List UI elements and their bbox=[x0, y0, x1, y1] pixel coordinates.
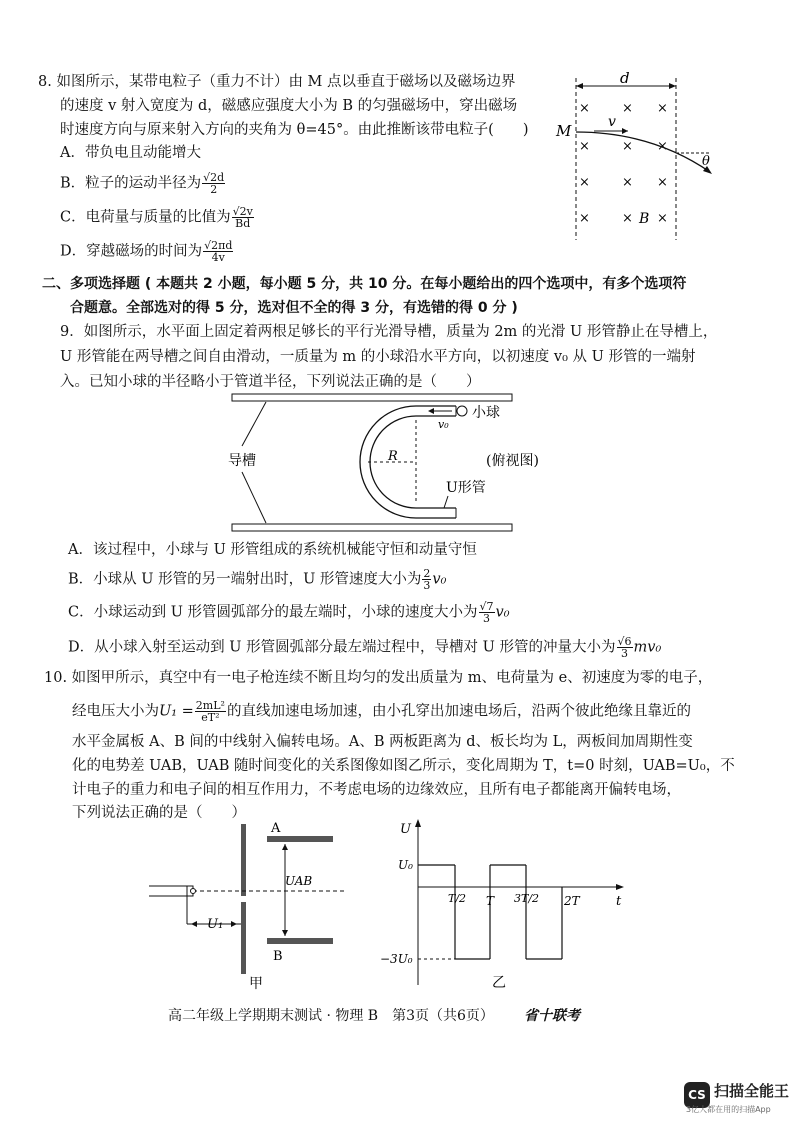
svg-text:×: × bbox=[657, 101, 668, 116]
q8-option-b: B．粒子的运动半径为 $\frac{√2d}{2}$ bbox=[60, 171, 225, 196]
figure-b-caption: 乙 bbox=[492, 975, 506, 991]
q8-magnetic-field-figure bbox=[552, 70, 732, 245]
q9-option-c: C．小球运动到 U 形管圆弧部分的最左端时，小球的速度大小为 $\frac{√7}{3}$ v₀ bbox=[68, 600, 510, 625]
scanner-app-title: 扫描全能王 bbox=[714, 1082, 790, 1100]
scanner-logo-icon: CS bbox=[684, 1082, 710, 1108]
minus-3u0-label: −3U₀ bbox=[380, 952, 413, 966]
q8-line-1: 8. 如图所示，某带电粒子（重力不计）由 M 点以垂直于磁场以及磁场边界 bbox=[38, 74, 516, 90]
svg-text:×: × bbox=[622, 211, 633, 226]
plate-B bbox=[267, 938, 333, 944]
tick-label-2t: 2T bbox=[564, 894, 580, 908]
svg-text:×: × bbox=[579, 175, 590, 190]
groove-pointer-upper bbox=[242, 402, 266, 446]
u1-label: U₁ bbox=[207, 917, 224, 932]
scanner-app-subtitle: 3亿人都在用的扫描App bbox=[686, 1105, 771, 1114]
q9-option-b: B．小球从 U 形管的另一端射出时，U 形管速度大小为 $\frac{2}{3}$ v₀ bbox=[68, 567, 447, 592]
q10-figure-a bbox=[145, 820, 355, 995]
plate-A-label: A bbox=[271, 821, 281, 836]
page-footer: 高二年级上学期期末测试 · 物理 B 第3页（共6页） bbox=[168, 1008, 494, 1024]
t-axis-label: t bbox=[616, 894, 622, 909]
radius-label: R bbox=[388, 449, 398, 464]
section2-header-line-1: 二、多项选择题 ( 本题共 2 小题，每小题 5 分，共 10 分。在每小题给出的四个选项中，有多个选项符 bbox=[42, 276, 687, 292]
q10-line-5: 计电子的重力和电子间的相互作用力，不考虑电场的边缘效应，且所有电子都能离开偏转电场， bbox=[72, 782, 681, 798]
u-axis-label: U bbox=[400, 822, 411, 837]
q8-option-a: A．带负电且动能增大 bbox=[60, 145, 201, 161]
u-tube-pointer bbox=[444, 496, 448, 508]
waveform-guides bbox=[418, 865, 455, 959]
q9-line-1: 9．如图所示，水平面上固定着两根足够长的平行光滑导槽，质量为 2m 的光滑 U 形管静止在导槽上， bbox=[60, 324, 718, 340]
q9-option-a: A．该过程中，小球与 U 形管组成的系统机械能守恒和动量守恒 bbox=[68, 542, 477, 558]
ball-label: 小球 bbox=[472, 405, 500, 421]
accelerator-plate-lower bbox=[241, 902, 246, 974]
section2-header-line-2: 合题意。全部选对的得 5 分，选对但不全的得 3 分，有选错的得 0 分 ) bbox=[70, 300, 518, 316]
svg-text:×: × bbox=[657, 139, 668, 154]
q10-line-3: 水平金属板 A、B 间的中线射入偏转电场。A、B 两板距离为 d、板长均为 L，两板间加周期性变 bbox=[72, 734, 693, 750]
tick-label-t-half: T/2 bbox=[448, 892, 467, 905]
q9-line-3: 入。已知小球的半径略小于管道半径，下列说法正确的是（ ） bbox=[60, 374, 481, 390]
svg-text:×: × bbox=[579, 101, 590, 116]
figure-a-caption: 甲 bbox=[249, 976, 263, 992]
svg-text:×: × bbox=[622, 139, 633, 154]
lower-groove bbox=[232, 524, 512, 531]
q10-line-1: 10. 如图甲所示，真空中有一电子枪连续不断且均匀的发出质量为 m、电荷量为 e、初速度为零的电子， bbox=[44, 670, 713, 686]
v0-label: v₀ bbox=[438, 418, 449, 431]
svg-text:×: × bbox=[657, 211, 668, 226]
groove-label: 导槽 bbox=[228, 453, 256, 469]
voltage-waveform bbox=[418, 865, 562, 959]
q10-line-2: 经电压大小为U₁ = $\frac{\text{2mL²}}{\text{eT²}}$ 的直线加速电场加速，由小孔穿出加速电场后，沿两个彼此绝缘且靠近的 bbox=[72, 699, 691, 724]
q10-line-4: 化的电势差 UAB，UAB 随时间变化的关系图像如图乙所示，变化周期为 T，t=0 时刻，UAB=U₀，不 bbox=[72, 758, 735, 774]
point-M-label: M bbox=[556, 122, 572, 140]
tick-label-3t-half: 3T/2 bbox=[514, 892, 540, 905]
svg-text:×: × bbox=[622, 101, 633, 116]
top-view-label: (俯视图) bbox=[486, 453, 539, 469]
q10-line-6: 下列说法正确的是（ ） bbox=[72, 805, 246, 821]
q8-option-c: C．电荷量与质量的比值为 $\frac{√2v}{Bd}$ bbox=[60, 205, 253, 230]
q10-figure-b bbox=[380, 815, 630, 995]
footer-stamp: 省十联考 bbox=[524, 1008, 580, 1024]
svg-text:×: × bbox=[579, 139, 590, 154]
plate-B-label: B bbox=[273, 949, 283, 964]
upper-groove bbox=[232, 394, 512, 401]
angle-theta-label: θ bbox=[702, 154, 710, 169]
accelerator-plate-upper bbox=[241, 824, 246, 896]
svg-text:×: × bbox=[657, 175, 668, 190]
q9-u-tube-figure bbox=[220, 390, 540, 540]
particle-trajectory bbox=[576, 132, 710, 172]
u-tube-label: U形管 bbox=[446, 480, 486, 496]
q9-option-d: D．从小球入射至运动到 U 形管圆弧部分最左端过程中，导槽对 U 形管的冲量大小为 $\frac{√6}{3}$ mv₀ bbox=[68, 635, 662, 660]
uab-label: UAB bbox=[285, 874, 313, 888]
plate-A bbox=[267, 836, 333, 842]
groove-pointer-lower bbox=[242, 472, 266, 523]
width-label-d: d bbox=[620, 70, 630, 87]
q9-line-2: U 形管能在两导槽之间自由滑动，一质量为 m 的小球沿水平方向，以初速度 v₀ 从 U 形管的一端射 bbox=[60, 349, 696, 365]
svg-text:×: × bbox=[579, 211, 590, 226]
velocity-label: v bbox=[608, 114, 616, 130]
q8-option-d: D．穿越磁场的时间为 $\frac{√2\pi d}{4v}$ bbox=[60, 239, 233, 264]
field-crosses bbox=[579, 101, 668, 226]
q8-line-3: 时速度方向与原来射入方向的夹角为 θ=45°。由此推断该带电粒子( ) bbox=[60, 122, 529, 138]
field-B-label: B bbox=[639, 211, 650, 227]
tick-label-t: T bbox=[486, 894, 495, 908]
svg-text:×: × bbox=[622, 175, 633, 190]
u0-label: U₀ bbox=[398, 858, 413, 872]
q8-line-2: 的速度 v 射入宽度为 d，磁感应强度大小为 B 的匀强磁场中，穿出磁场 bbox=[60, 98, 518, 114]
ball bbox=[457, 406, 467, 416]
